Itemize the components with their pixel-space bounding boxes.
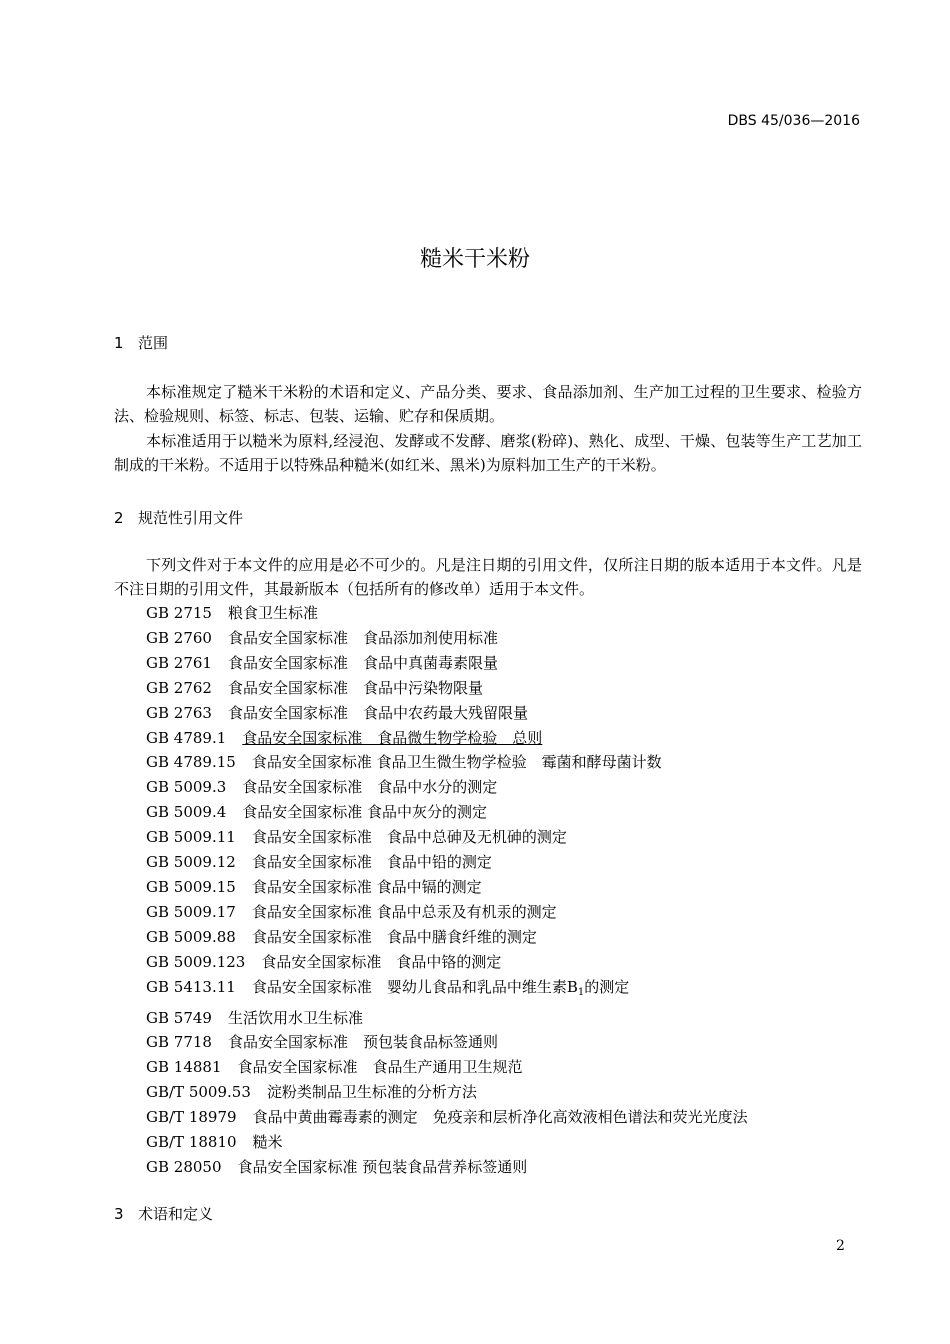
reference-title: 食品安全国家标准 食品中真菌毒素限量 bbox=[227, 653, 498, 672]
section-heading-normative-references bbox=[114, 507, 243, 528]
section-title: 规范性引用文件 bbox=[138, 509, 244, 527]
reference-code: GB/T 18979 bbox=[146, 1108, 237, 1127]
standard-code: DBS 45/036—2016 bbox=[727, 113, 860, 129]
reference-code: GB 5009.11 bbox=[146, 828, 236, 847]
reference-item bbox=[146, 701, 748, 726]
reference-item bbox=[146, 601, 748, 626]
reference-code: GB 2763 bbox=[146, 703, 212, 722]
reference-title: 食品安全国家标准 食品中铬的测定 bbox=[261, 952, 502, 971]
reference-code: GB 5009.12 bbox=[146, 853, 236, 872]
section-heading-terms-definitions bbox=[114, 1203, 213, 1224]
subscript: 1 bbox=[577, 986, 585, 998]
reference-title: 食品安全国家标准 食品卫生微生物学检验 霉菌和酵母菌计数 bbox=[251, 753, 662, 772]
document-title: 糙米干米粉 bbox=[419, 247, 530, 272]
reference-code: GB 2715 bbox=[146, 604, 212, 622]
reference-title: 食品安全国家标准 食品添加剂使用标准 bbox=[227, 628, 498, 647]
reference-code: GB/T 18810 bbox=[146, 1133, 237, 1152]
reference-item bbox=[146, 651, 748, 676]
reference-title: 食品安全国家标准 食品中膳食纤维的测定 bbox=[251, 927, 537, 946]
reference-title: 食品安全国家标准 预包装食品营养标签通则 bbox=[237, 1157, 528, 1176]
reference-item bbox=[146, 676, 748, 701]
reference-item bbox=[146, 775, 748, 800]
reference-item bbox=[146, 975, 748, 1006]
reference-code: GB 5009.123 bbox=[146, 952, 246, 971]
reference-item bbox=[146, 825, 748, 850]
reference-title bbox=[252, 978, 629, 996]
reference-item bbox=[146, 1080, 748, 1105]
reference-item bbox=[146, 1006, 748, 1031]
reference-item bbox=[146, 950, 748, 975]
reference-title: 生活饮用水卫生标准 bbox=[227, 1008, 363, 1027]
reference-item bbox=[146, 726, 748, 751]
reference-item bbox=[146, 900, 748, 925]
reference-code: GB 5009.3 bbox=[146, 778, 227, 797]
section-title: 范围 bbox=[138, 334, 169, 352]
reference-code: GB 14881 bbox=[146, 1058, 222, 1077]
section-number: 3 bbox=[114, 1205, 124, 1223]
reference-item bbox=[146, 1130, 748, 1155]
reference-title-suffix: 的测定 bbox=[584, 977, 630, 996]
section-number: 1 bbox=[114, 334, 124, 352]
reference-code: GB 5009.17 bbox=[146, 902, 236, 921]
reference-item bbox=[146, 750, 748, 775]
paragraph: 下列文件对于本文件的应用是必不可少的。凡是注日期的引用文件，仅所注日期的版本适用于本文件。凡是不注日期的引用文件，其最新版本（包括所有的修改单）适用于本文件。 bbox=[114, 556, 862, 598]
reference-code: GB 5749 bbox=[146, 1008, 212, 1027]
reference-title: 食品安全国家标准 预包装食品标签通则 bbox=[227, 1033, 498, 1052]
reference-item bbox=[146, 925, 748, 950]
reference-code: GB 4789.15 bbox=[146, 753, 236, 772]
reference-title: 食品安全国家标准 食品中农药最大残留限量 bbox=[227, 703, 528, 722]
reference-item bbox=[146, 875, 748, 900]
reference-code: GB 4789.1 bbox=[146, 728, 227, 747]
reference-item bbox=[146, 1030, 748, 1055]
reference-code: GB 2760 bbox=[146, 628, 212, 647]
reference-code: GB 7718 bbox=[146, 1033, 212, 1052]
reference-item bbox=[146, 626, 748, 651]
reference-title: 食品中黄曲霉毒素的测定 免疫亲和层析净化高效液相色谱法和荧光光度法 bbox=[252, 1108, 748, 1127]
section-number: 2 bbox=[114, 509, 124, 527]
reference-code: GB 2762 bbox=[146, 678, 212, 697]
reference-title: 食品安全国家标准 食品中灰分的测定 bbox=[242, 803, 488, 822]
reference-title: 食品安全国家标准 食品中总砷及无机砷的测定 bbox=[251, 828, 567, 847]
reference-item bbox=[146, 800, 748, 825]
section-title: 术语和定义 bbox=[138, 1205, 214, 1223]
reference-code: GB 5413.11 bbox=[146, 977, 236, 996]
reference-item bbox=[146, 1105, 748, 1130]
reference-list bbox=[146, 601, 748, 1180]
reference-title: 糙米 bbox=[252, 1133, 283, 1152]
reference-code: GB 5009.4 bbox=[146, 803, 227, 822]
reference-item bbox=[146, 1155, 748, 1180]
reference-code: GB 5009.15 bbox=[146, 877, 236, 896]
reference-item bbox=[146, 850, 748, 875]
reference-title: 食品安全国家标准 食品中总汞及有机汞的测定 bbox=[251, 902, 557, 921]
reference-title: 食品安全国家标准 食品中铅的测定 bbox=[251, 853, 492, 872]
reference-title: 食品安全国家标准 食品微生物学检验 总则 bbox=[242, 728, 543, 747]
reference-item bbox=[146, 1055, 748, 1080]
reference-title: 粮食卫生标准 bbox=[227, 604, 318, 622]
reference-title: 食品安全国家标准 食品生产通用卫生规范 bbox=[237, 1058, 523, 1077]
reference-code: GB/T 5009.53 bbox=[146, 1083, 251, 1102]
reference-code: GB 28050 bbox=[146, 1157, 222, 1176]
paragraph: 本标准适用于以糙米为原料,经浸泡、发酵或不发酵、磨浆(粉碎)、熟化、成型、干燥、包装等生产工艺加工制成的干米粉。不适用于以特殊品种糙米(如红米、黑米)为原料加工生产的干米粉。 bbox=[114, 432, 862, 474]
section-heading-scope bbox=[114, 332, 168, 353]
reference-code: GB 5009.88 bbox=[146, 927, 236, 946]
reference-title: 淀粉类制品卫生标准的分析方法 bbox=[266, 1083, 477, 1102]
reference-title: 食品安全国家标准 食品中镉的测定 bbox=[251, 877, 482, 896]
reference-title: 食品安全国家标准 食品中水分的测定 bbox=[242, 778, 498, 797]
reference-code: GB 2761 bbox=[146, 653, 212, 672]
paragraph: 本标准规定了糙米干米粉的术语和定义、产品分类、要求、食品添加剂、生产加工过程的卫生要求、检验方法、检验规则、标签、标志、包装、运输、贮存和保质期。 bbox=[114, 383, 862, 425]
page-number: 2 bbox=[836, 1238, 845, 1254]
reference-title: 食品安全国家标准 食品中污染物限量 bbox=[227, 678, 483, 697]
reference-title-main: 食品安全国家标准 婴幼儿食品和乳品中维生素B bbox=[251, 977, 578, 996]
